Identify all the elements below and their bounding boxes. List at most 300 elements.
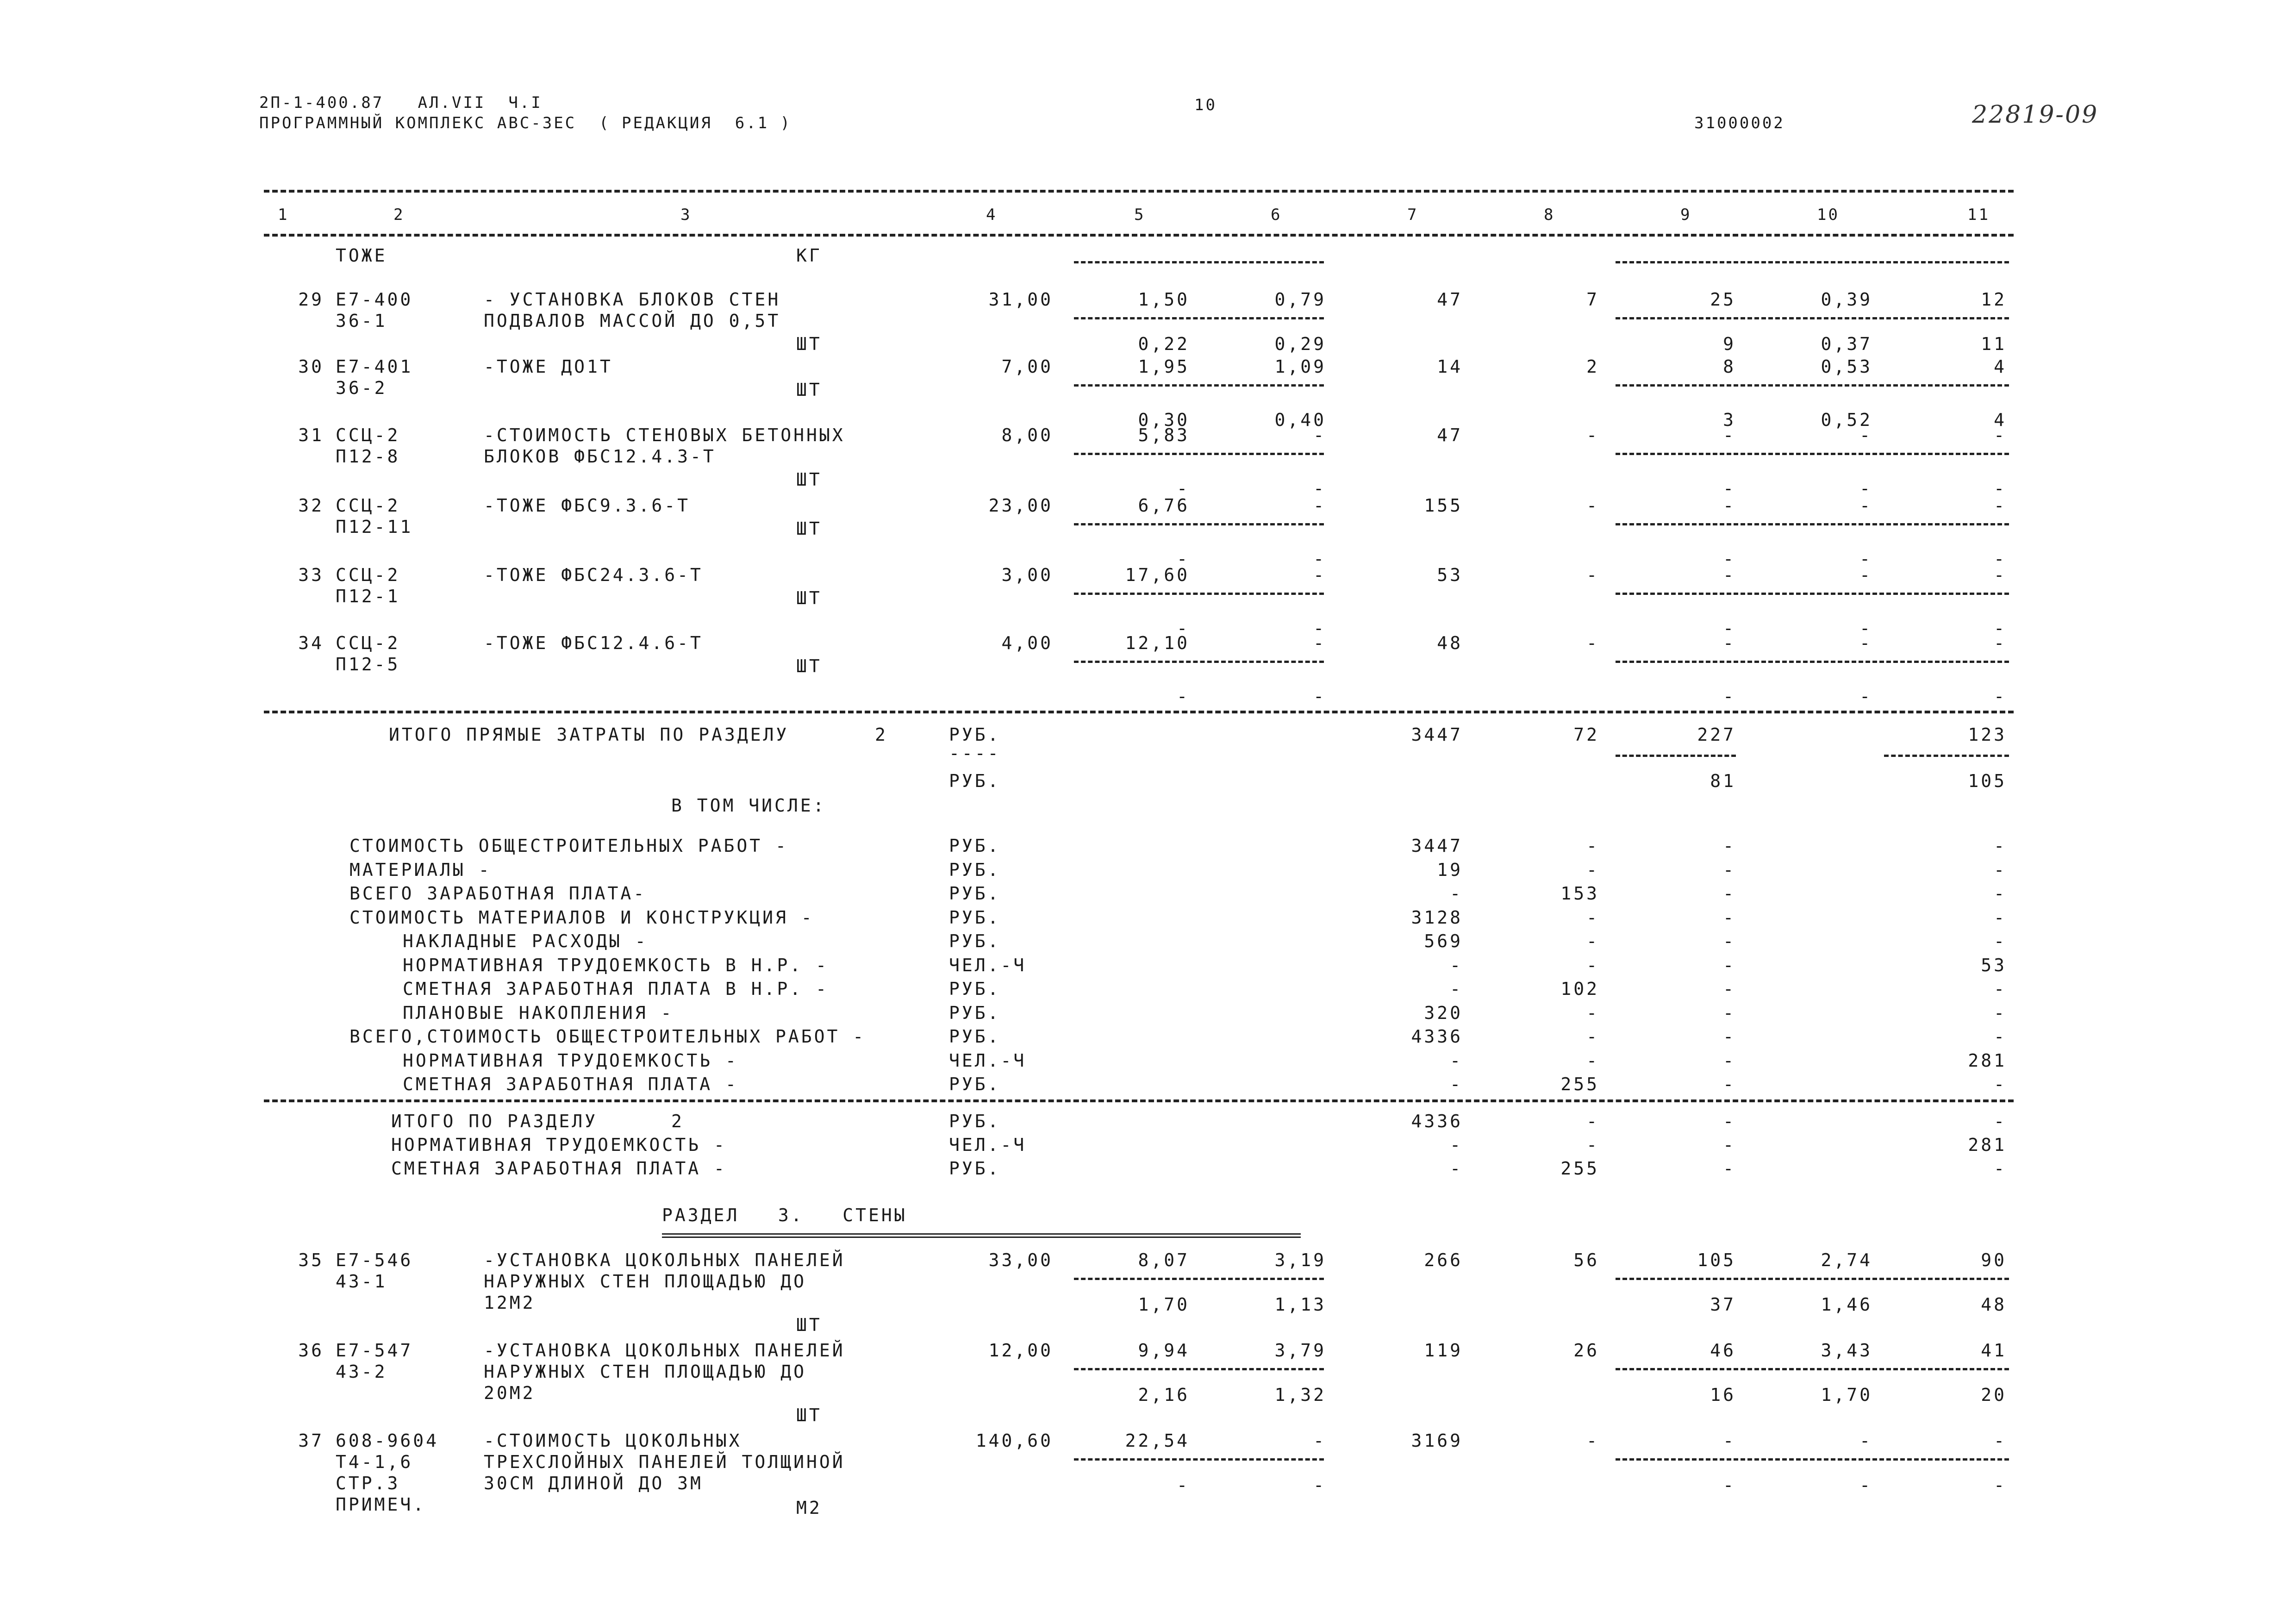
column-header-2: 2 [393,206,405,224]
work-name: 30СМ ДЛИНОЙ ДО 3М [484,1473,703,1493]
total-wages: - [1586,425,1599,445]
summary-label: НОРМАТИВНАЯ ТРУДОЕМКОСТЬ - [403,1050,738,1071]
labor-total-2: 4 [1994,410,2007,430]
summary-label: ВСЕГО ЗАРАБОТНАЯ ПЛАТА- [349,883,647,904]
unit-cost-total: 9,94 [1138,1340,1190,1361]
unit-machine-wages: 0,40 [1274,410,1326,430]
cell-divider [1884,755,2009,757]
unit-cost-total: 5,83 [1138,425,1190,445]
column-header-5: 5 [1134,206,1146,224]
total-machine: - [1723,931,1736,951]
total-wages: 26 [1573,1340,1599,1361]
unit: ШТ [796,656,822,676]
labor-unit: 2,74 [1821,1250,1872,1270]
rate-code: П12-1 [336,586,400,606]
work-name: -УСТАНОВКА ЦОКОЛЬНЫХ ПАНЕЛЕЙ [484,1250,845,1270]
column-header-1: 1 [278,206,289,224]
work-name: -ТОЖЕ ФБС12.4.6-Т [484,633,703,653]
unit-machine-wages: 1,32 [1274,1385,1326,1405]
total-wages: 255 [1560,1074,1599,1094]
unit-machine-wages: - [1313,618,1326,638]
labor-total-2: - [1994,478,2007,499]
total-wages-2: 37 [1710,1294,1736,1315]
direct-costs-section: 2 [875,725,888,745]
cell-divider [1616,1368,2009,1370]
summary-label: МАТЕРИАЛЫ - [349,859,492,880]
unit: РУБ. [949,1002,1001,1023]
cell-divider [1616,661,2009,663]
total-machine: 105 [1697,1250,1736,1270]
rate-code: ССЦ-2 [336,425,400,445]
column-header-11: 11 [1967,206,1990,224]
unit-wages: - [1177,1475,1190,1495]
total-cost: 53 [1437,565,1463,585]
column-header-8: 8 [1544,206,1555,224]
total-cost: 4336 [1411,1111,1463,1131]
total-machine: - [1723,633,1736,653]
work-name: ПОДВАЛОВ МАССОЙ ДО 0,5Т [484,311,781,331]
unit: ЧЕЛ.-Ч [949,1135,1027,1155]
labor-total: 281 [1968,1135,2007,1155]
unit-cost-total: 6,76 [1138,495,1190,516]
cell-divider [1616,593,2009,595]
total-machine: - [1723,1158,1736,1179]
unit: ШТ [796,469,822,490]
rule-top [264,190,2014,193]
rule-header-bottom [264,234,2014,237]
cell-divider [1074,1458,1324,1461]
total-wages-2: - [1723,1475,1736,1495]
labor-total-2: 11 [1981,334,2007,354]
total-cost: 155 [1424,495,1463,516]
unit-machine-wages: 1,13 [1274,1294,1326,1315]
row-number: 29 [298,289,324,310]
cell-divider [1616,1278,2009,1280]
total-machine: - [1723,1111,1736,1131]
total-machine: - [1723,565,1736,585]
total-machine: - [1723,1002,1736,1023]
total-wages-2: - [1723,686,1736,706]
handwritten-number: 22819-09 [1972,101,2099,129]
total-wages: - [1586,907,1599,928]
rate-code: 36-1 [336,311,387,331]
total-machine-wages: 81 [1710,771,1736,791]
unit-machine-wages: - [1313,478,1326,499]
labor-total-2: 105 [1968,771,2007,791]
work-name: 20М2 [484,1383,536,1403]
labor-total: - [1994,1430,2007,1451]
total-cost: 47 [1437,289,1463,310]
labor-total: 41 [1981,1340,2007,1361]
total-machine: 25 [1710,289,1736,310]
document-code: 31000002 [1694,114,1785,132]
total-cost: - [1450,883,1463,904]
labor-total: 4 [1994,356,2007,377]
work-name: -ТОЖЕ ДО1Т [484,356,613,377]
total-wages: - [1586,1050,1599,1071]
unit: ШТ [796,1405,822,1425]
total-machine: - [1723,425,1736,445]
total-wages: - [1586,836,1599,856]
total-wages: - [1586,931,1599,951]
labor-unit-2: - [1859,618,1872,638]
row-number: 37 [298,1430,324,1451]
total-cost: 48 [1437,633,1463,653]
total-machine: - [1723,1026,1736,1047]
labor-total: - [1994,907,2007,928]
unit-cost-machine: 1,09 [1274,356,1326,377]
labor-unit: - [1859,495,1872,516]
total-wages: 255 [1560,1158,1599,1179]
total-wages: - [1586,1135,1599,1155]
cell-divider [1074,261,1324,263]
row-number: 30 [298,356,324,377]
summary-label: ПЛАНОВЫЕ НАКОПЛЕНИЯ - [403,1002,674,1023]
unit-cost-machine: - [1313,565,1326,585]
column-header-9: 9 [1680,206,1692,224]
unit-wages: 1,70 [1138,1294,1190,1315]
quantity: 3,00 [1001,565,1053,585]
quantity: 7,00 [1001,356,1053,377]
total-machine: - [1723,1430,1736,1451]
unit: ШТ [796,518,822,539]
unit: РУБ. [949,859,1001,880]
work-name: НАРУЖНЫХ СТЕН ПЛОЩАДЬЮ ДО [484,1362,806,1382]
labor-total-2: 48 [1981,1294,2007,1315]
total-wages: - [1586,1111,1599,1131]
total-machine: 46 [1710,1340,1736,1361]
unit-wages: - [1177,478,1190,499]
labor-unit-2: 0,52 [1821,410,1872,430]
unit-cost-total: 8,07 [1138,1250,1190,1270]
unit: РУБ. [949,1158,1001,1179]
total-machine: - [1723,836,1736,856]
labor-total: - [1994,836,2007,856]
rate-code: Е7-401 [336,356,413,377]
labor-total: - [1994,565,2007,585]
work-name: 12М2 [484,1293,536,1313]
rate-code: 43-1 [336,1271,387,1292]
cell-divider [1616,523,2009,525]
unit-cost-total: 22,54 [1125,1430,1190,1451]
labor-unit-2: - [1859,549,1872,569]
total-cost: 266 [1424,1250,1463,1270]
labor-total: - [1994,859,2007,880]
total-cost: 569 [1424,931,1463,951]
total-machine: - [1723,907,1736,928]
labor-total: - [1994,1158,2007,1179]
summary-label: СТОИМОСТЬ МАТЕРИАЛОВ И КОНСТРУКЦИЯ - [349,907,814,928]
unit-wages: 2,16 [1138,1385,1190,1405]
labor-total-2: - [1994,1475,2007,1495]
total-wages-2: 3 [1723,410,1736,430]
cell-divider [1616,317,2009,319]
total-machine: - [1723,1050,1736,1071]
total-wages: - [1586,955,1599,975]
unit-cost-total: 17,60 [1125,565,1190,585]
rate-code: ССЦ-2 [336,633,400,653]
unit: ШТ [796,334,822,354]
labor-unit-2: 1,70 [1821,1385,1872,1405]
unit-wages: 0,22 [1138,334,1190,354]
total-machine: - [1723,1074,1736,1094]
row-number: 34 [298,633,324,653]
total-wages: - [1586,495,1599,516]
unit: РУБ. [949,1026,1001,1047]
work-name: -СТОИМОСТЬ СТЕНОВЫХ БЕТОННЫХ [484,425,845,445]
unit: РУБ. [949,883,1001,904]
unit-machine-wages: - [1313,549,1326,569]
rate-code: П12-5 [336,654,400,675]
unit: М2 [796,1498,822,1518]
summary-label: ВСЕГО,СТОИМОСТЬ ОБЩЕСТРОИТЕЛЬНЫХ РАБОТ - [349,1026,866,1047]
total-cost: 14 [1437,356,1463,377]
rate-code: Е7-546 [336,1250,413,1270]
unit-cost-machine: - [1313,1430,1326,1451]
summary-label: СМЕТНАЯ ЗАРАБОТНАЯ ПЛАТА В Н.Р. - [403,979,829,999]
rate-code: Е7-547 [336,1340,413,1361]
unit-wages: 0,30 [1138,410,1190,430]
unit-cost-machine: 3,19 [1274,1250,1326,1270]
unit-machine-wages: 0,29 [1274,334,1326,354]
cell-divider [1074,593,1324,595]
total-cost: 3447 [1411,725,1463,745]
program-title: ПРОГРАММНЫЙ КОМПЛЕКС АВС-3ЕС ( РЕДАКЦИЯ 6.1 ) [259,114,792,132]
total-cost: 320 [1424,1002,1463,1023]
row-number: 32 [298,495,324,516]
total-machine: - [1723,979,1736,999]
labor-unit: - [1859,565,1872,585]
labor-unit-2: 0,37 [1821,334,1872,354]
unit: РУБ. [949,725,1001,745]
total-cost: 3169 [1411,1430,1463,1451]
cell-divider [1074,661,1324,663]
total-wages: - [1586,1430,1599,1451]
total-cost: - [1450,979,1463,999]
total-cost: 3447 [1411,836,1463,856]
cell-divider [1074,317,1324,319]
unit-wages: - [1177,549,1190,569]
unit: ЧЕЛ.-Ч [949,955,1027,975]
unit-cost-machine: 0,79 [1274,289,1326,310]
unit: РУБ. [949,907,1001,928]
unit-cost-machine: 3,79 [1274,1340,1326,1361]
column-header-3: 3 [680,206,692,224]
cell-divider [1616,384,2009,387]
doc-code: 2П-1-400.87 АЛ.VII Ч.I [259,94,543,112]
total-wages: 153 [1560,883,1599,904]
labor-total: 123 [1968,725,2007,745]
total-wages: 72 [1573,725,1599,745]
unit: РУБ. [949,1074,1001,1094]
unit: ШТ [796,588,822,608]
total-machine: - [1723,495,1736,516]
section-title: РАЗДЕЛ 3. СТЕНЫ [662,1205,907,1225]
labor-total-2: 20 [1981,1385,2007,1405]
unit-cost-machine: - [1313,495,1326,516]
cell-divider [1616,1458,2009,1461]
section-rule [264,711,2014,713]
labor-unit-2: 1,46 [1821,1294,1872,1315]
section-total-label: ИТОГО ПО РАЗДЕЛУ [391,1111,598,1131]
rate-code: 36-2 [336,378,387,398]
cell-divider [1074,523,1324,525]
unit-machine-wages: - [1313,686,1326,706]
quantity: 23,00 [988,495,1053,516]
total-wages-2: - [1723,549,1736,569]
cell-divider [1074,453,1324,455]
section-rule [264,1099,2014,1102]
labor-total: - [1994,633,2007,653]
total-cost: 4336 [1411,1026,1463,1047]
total-wages-2: - [1723,618,1736,638]
total-machine: - [1723,859,1736,880]
unit: РУБ. [949,1111,1001,1131]
total-wages: - [1586,859,1599,880]
rate-code: ССЦ-2 [336,495,400,516]
labor-total: - [1994,883,2007,904]
total-wages-2: 16 [1710,1385,1736,1405]
labor-total: - [1994,1111,2007,1131]
cell-divider [1616,755,1736,757]
unit: ШТ [796,1315,822,1335]
labor-total: - [1994,979,2007,999]
summary-label: СТОИМОСТЬ ОБЩЕСТРОИТЕЛЬНЫХ РАБОТ - [349,836,788,856]
column-header-4: 4 [986,206,998,224]
unit: РУБ. [949,931,1001,951]
quantity: 140,60 [975,1430,1053,1451]
work-name: -ТОЖЕ ФБС24.3.6-Т [484,565,703,585]
total-machine: - [1723,955,1736,975]
total-cost: 119 [1424,1340,1463,1361]
labor-total-2: - [1994,549,2007,569]
total-wages: 102 [1560,979,1599,999]
total-cost: - [1450,1158,1463,1179]
total-cost: 47 [1437,425,1463,445]
cell-divider [1074,1368,1324,1370]
quantity: 12,00 [988,1340,1053,1361]
labor-unit: - [1859,1430,1872,1451]
quantity: 8,00 [1001,425,1053,445]
page-number: 10 [1194,96,1217,114]
cell-divider [1616,261,2009,263]
quantity: 31,00 [988,289,1053,310]
quantity: 4,00 [1001,633,1053,653]
labor-total: 53 [1981,955,2007,975]
row-number: 36 [298,1340,324,1361]
total-wages: - [1586,1002,1599,1023]
total-machine: - [1723,883,1736,904]
unit: КГ [796,245,822,266]
rate-code: П12-11 [336,517,413,537]
unit-cost-machine: - [1313,425,1326,445]
unit: РУБ. [949,771,1001,791]
work-name: -СТОИМОСТЬ ЦОКОЛЬНЫХ [484,1430,742,1451]
rate-code: ПРИМЕЧ. [336,1494,426,1515]
summary-label: НОРМАТИВНАЯ ТРУДОЕМКОСТЬ В Н.Р. - [403,955,829,975]
work-name: БЛОКОВ ФБС12.4.3-Т [484,446,716,467]
labor-total: 90 [1981,1250,2007,1270]
total-wages: - [1586,633,1599,653]
labor-unit-2: - [1859,686,1872,706]
unit: РУБ. [949,979,1001,999]
rate-code: ТОЖЕ [336,245,387,266]
labor-unit: 3,43 [1821,1340,1872,1361]
labor-total: - [1994,931,2007,951]
section-total-label: НОРМАТИВНАЯ ТРУДОЕМКОСТЬ - [391,1135,727,1155]
total-wages: 7 [1586,289,1599,310]
work-name: -УСТАНОВКА ЦОКОЛЬНЫХ ПАНЕЛЕЙ [484,1340,845,1361]
labor-unit: 0,53 [1821,356,1872,377]
total-cost: 19 [1437,859,1463,880]
labor-unit-2: - [1859,478,1872,499]
row-number: 33 [298,565,324,585]
unit-cost-total: 12,10 [1125,633,1190,653]
cell-divider [1074,384,1324,387]
labor-total: - [1994,1074,2007,1094]
work-name: НАРУЖНЫХ СТЕН ПЛОЩАДЬЮ ДО [484,1271,806,1292]
total-wages: - [1586,565,1599,585]
work-name: ТРЕХСЛОЙНЫХ ПАНЕЛЕЙ ТОЛЩИНОЙ [484,1452,845,1472]
total-wages-2: - [1723,478,1736,499]
unit-cost-total: 1,95 [1138,356,1190,377]
quantity: 33,00 [988,1250,1053,1270]
total-machine: 8 [1723,356,1736,377]
summary-label: НАКЛАДНЫЕ РАСХОДЫ - [403,931,648,951]
labor-total: - [1994,1002,2007,1023]
work-name: - УСТАНОВКА БЛОКОВ СТЕН [484,289,781,310]
total-wages-2: 9 [1723,334,1736,354]
unit-wages: - [1177,618,1190,638]
labor-total: 12 [1981,289,2007,310]
rate-code: Е7-400 [336,289,413,310]
unit-cost-machine: - [1313,633,1326,653]
section-title-underline [662,1233,1301,1238]
total-cost: - [1450,955,1463,975]
unit-cost-total: 1,50 [1138,289,1190,310]
section-total-label: СМЕТНАЯ ЗАРАБОТНАЯ ПЛАТА - [391,1158,727,1179]
unit-divider: ---- [949,743,1001,763]
rate-code: Т4-1,6 [336,1452,413,1472]
total-cost: - [1450,1050,1463,1071]
total-cost: - [1450,1074,1463,1094]
labor-total-2: - [1994,686,2007,706]
unit-wages: - [1177,686,1190,706]
labor-total-2: - [1994,618,2007,638]
total-cost: - [1450,1135,1463,1155]
unit: ШТ [796,380,822,400]
column-header-7: 7 [1407,206,1419,224]
unit: ЧЕЛ.-Ч [949,1050,1027,1071]
labor-unit: - [1859,425,1872,445]
summary-label: СМЕТНАЯ ЗАРАБОТНАЯ ПЛАТА - [403,1074,738,1094]
total-wages: 2 [1586,356,1599,377]
total-wages: 56 [1573,1250,1599,1270]
column-header-10: 10 [1817,206,1840,224]
labor-total: 281 [1968,1050,2007,1071]
work-name: -ТОЖЕ ФБС9.3.6-Т [484,495,691,516]
labor-total: - [1994,1026,2007,1047]
labor-unit: - [1859,633,1872,653]
cell-divider [1616,453,2009,455]
including-label: В ТОМ ЧИСЛЕ: [671,795,826,816]
cell-divider [1074,1278,1324,1280]
labor-unit: 0,39 [1821,289,1872,310]
unit-machine-wages: - [1313,1475,1326,1495]
direct-costs-label: ИТОГО ПРЯМЫЕ ЗАТРАТЫ ПО РАЗДЕЛУ [389,725,789,745]
labor-total: - [1994,425,2007,445]
labor-total: - [1994,495,2007,516]
